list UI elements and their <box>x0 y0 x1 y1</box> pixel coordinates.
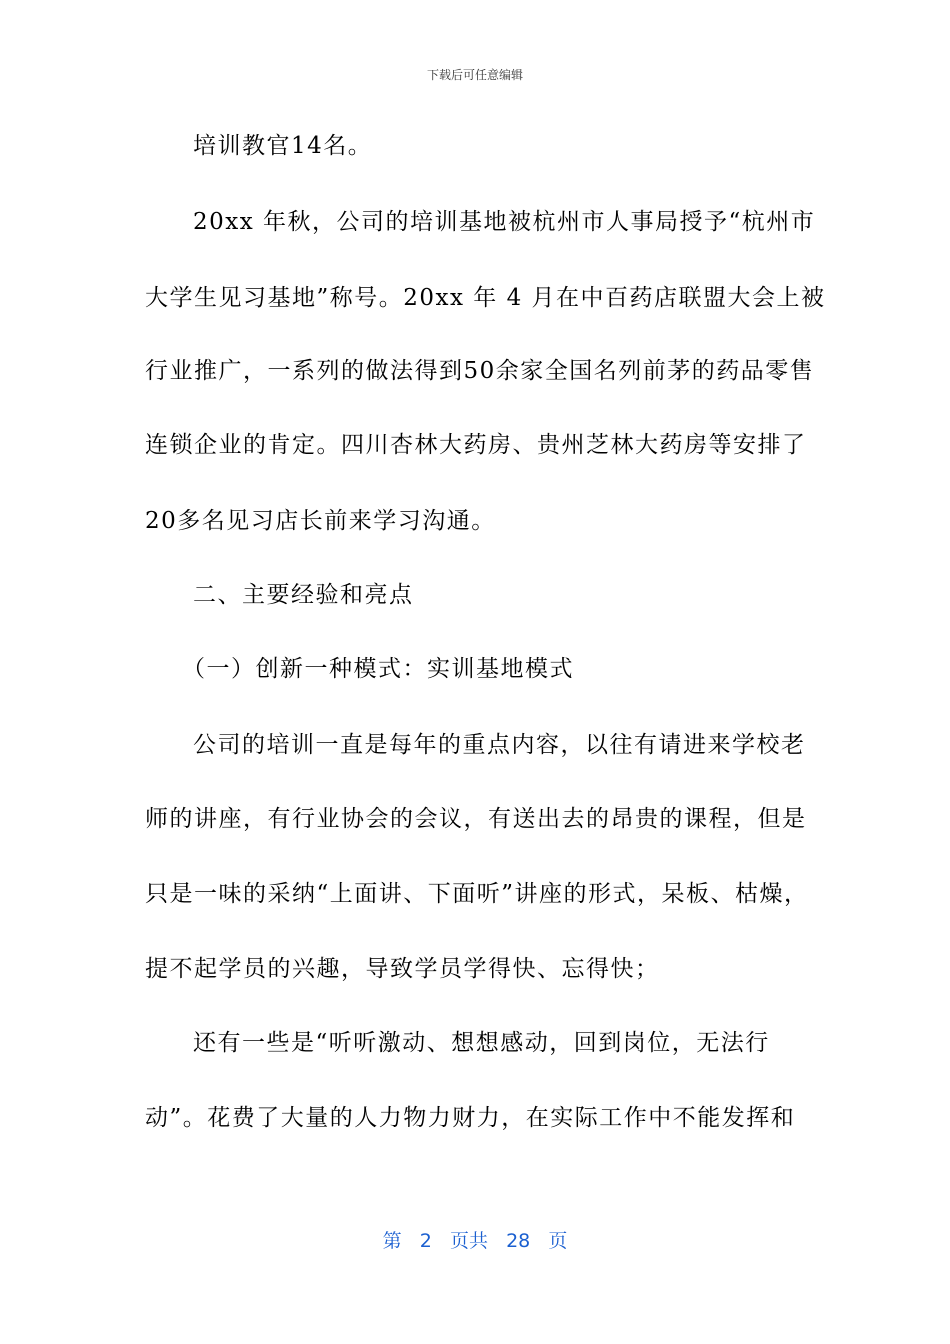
total-pages: 28 <box>506 1230 531 1252</box>
body-line: 提不起学员的兴趣，导致学员学得快、忘得快； <box>145 956 660 982</box>
body-line: 连锁企业的肯定。四川杏林大药房、贵州芝林大药房等安排了 <box>145 432 807 458</box>
body-line: 师的讲座，有行业协会的会议，有送出去的昂贵的课程，但是 <box>145 806 807 832</box>
body-line: 行业推广，一系列的做法得到50余家全国名列前茅的药品零售 <box>145 358 815 384</box>
body-line: 还有一些是“听听激动、想想感动，回到岗位，无法行 <box>193 1030 770 1056</box>
page-footer <box>0 1226 950 1253</box>
body-line: 动”。花费了大量的人力物力财力，在实际工作中不能发挥和 <box>145 1105 796 1131</box>
body-line: 公司的培训一直是每年的重点内容，以往有请进来学校老 <box>193 732 806 758</box>
header-note: 下载后可任意编辑 <box>426 68 523 82</box>
page-number: 2 <box>419 1230 432 1252</box>
body-line: 20多名见习店长前来学习沟通。 <box>145 508 496 534</box>
body-line: 培训教官14名。 <box>193 133 373 159</box>
body-line: 20xx 年秋，公司的培训基地被杭州市人事局授予“杭州市 <box>193 209 816 235</box>
page-suffix: 页 <box>548 1230 568 1252</box>
subsection-heading: （一）创新一种模式：实训基地模式 <box>182 656 574 682</box>
page-prefix: 第 <box>382 1230 402 1252</box>
section-heading: 二、主要经验和亮点 <box>193 582 414 608</box>
body-line: 大学生见习基地”称号。20xx 年 4 月在中百药店联盟大会上被 <box>145 285 826 311</box>
page-middle: 页共 <box>449 1230 488 1252</box>
body-line: 只是一味的采纳“上面讲、下面听”讲座的形式，呆板、枯燥， <box>145 881 809 907</box>
